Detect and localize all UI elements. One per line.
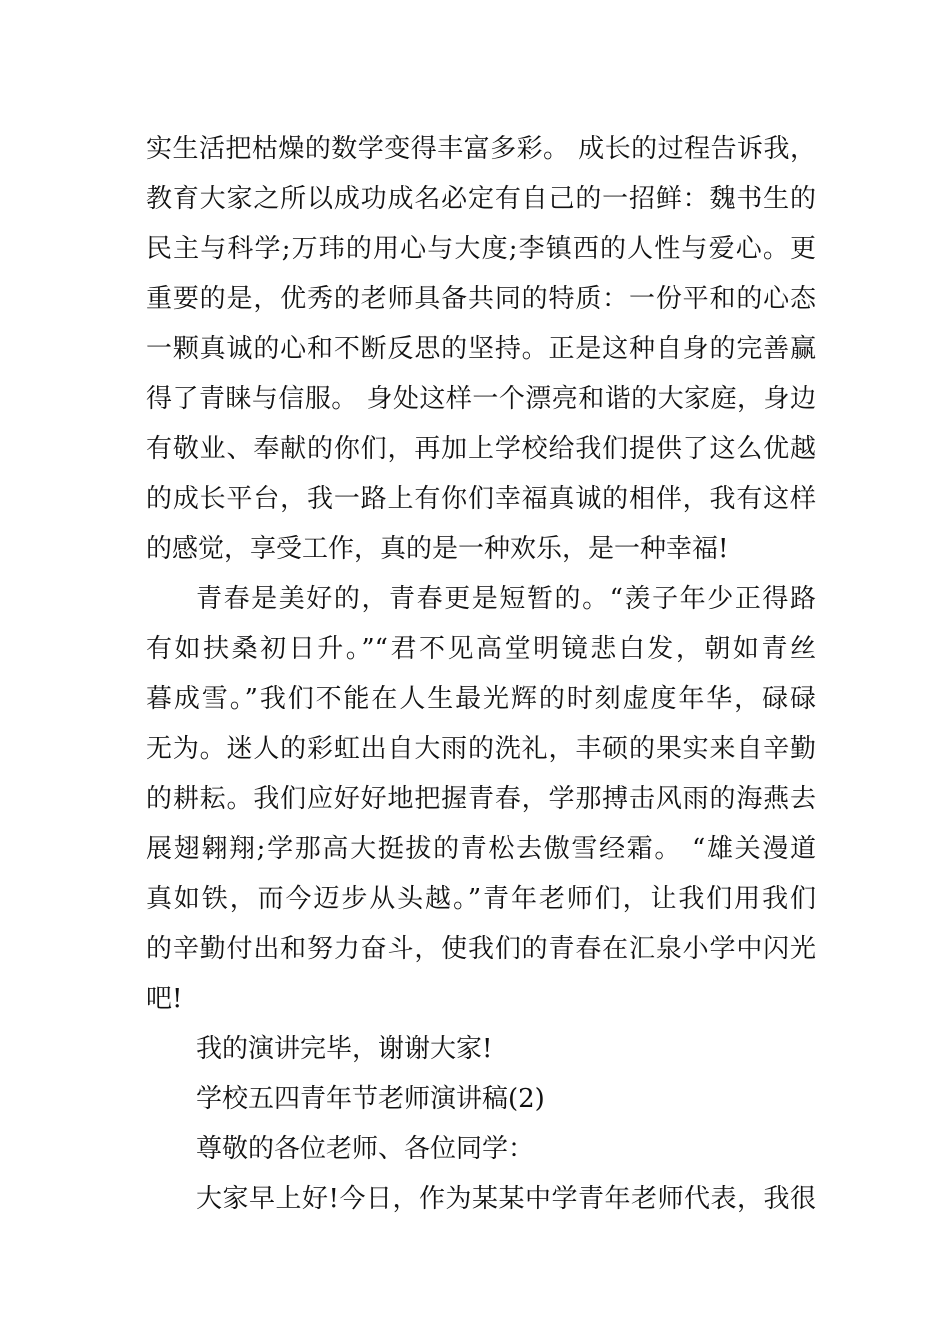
text-line: 暮成雪。”我们不能在人生最光辉的时刻虚度年华，碌碌 [146,684,816,714]
text-line: 实生活把枯燥的数学变得丰富多彩。 成长的过程告诉我， [146,134,816,164]
paragraph-first-line: 青春是美好的，青春更是短暂的。“羡子年少正得路 [196,584,816,614]
section-title: 学校五四青年节老师演讲稿(2) [196,1084,545,1114]
text-line: 的感觉，享受工作，真的是一种欢乐，是一种幸福! [146,534,729,564]
text-line: 的耕耘。我们应好好地把握青春，学那搏击风雨的海燕去 [146,784,816,814]
text-line: 吧! [146,984,183,1014]
text-line: 民主与科学;万玮的用心与大度;李镇西的人性与爱心。更 [146,234,816,264]
text-line: 有如扶桑初日升。”“君不见高堂明镜悲白发，朝如青丝 [146,634,816,664]
text-line: 一颗真诚的心和不断反思的坚持。正是这种自身的完善赢 [146,334,816,364]
text-line: 真如铁，而今迈步从头越。”青年老师们，让我们用我们 [146,884,816,914]
text-line: 展翅翱翔;学那高大挺拔的青松去傲雪经霜。 “雄关漫道 [146,834,816,864]
text-line: 无为。迷人的彩虹出自大雨的洗礼，丰硕的果实来自辛勤 [146,734,816,764]
text-line: 重要的是，优秀的老师具备共同的特质：一份平和的心态 [146,284,816,314]
text-line: 教育大家之所以成功成名必定有自己的一招鲜：魏书生的 [146,184,816,214]
closing-line: 我的演讲完毕，谢谢大家! [196,1034,493,1064]
text-line: 有敬业、奉献的你们，再加上学校给我们提供了这么优越 [146,434,816,464]
salutation: 尊敬的各位老师、各位同学： [196,1134,535,1164]
paragraph-first-line: 大家早上好!今日，作为某某中学青年老师代表，我很 [196,1184,816,1214]
text-line: 的辛勤付出和努力奋斗，使我们的青春在汇泉小学中闪光 [146,934,816,964]
text-line: 的成长平台，我一路上有你们幸福真诚的相伴，我有这样 [146,484,816,514]
text-line: 得了青睐与信服。 身处这样一个漂亮和谐的大家庭，身边 [146,384,816,414]
